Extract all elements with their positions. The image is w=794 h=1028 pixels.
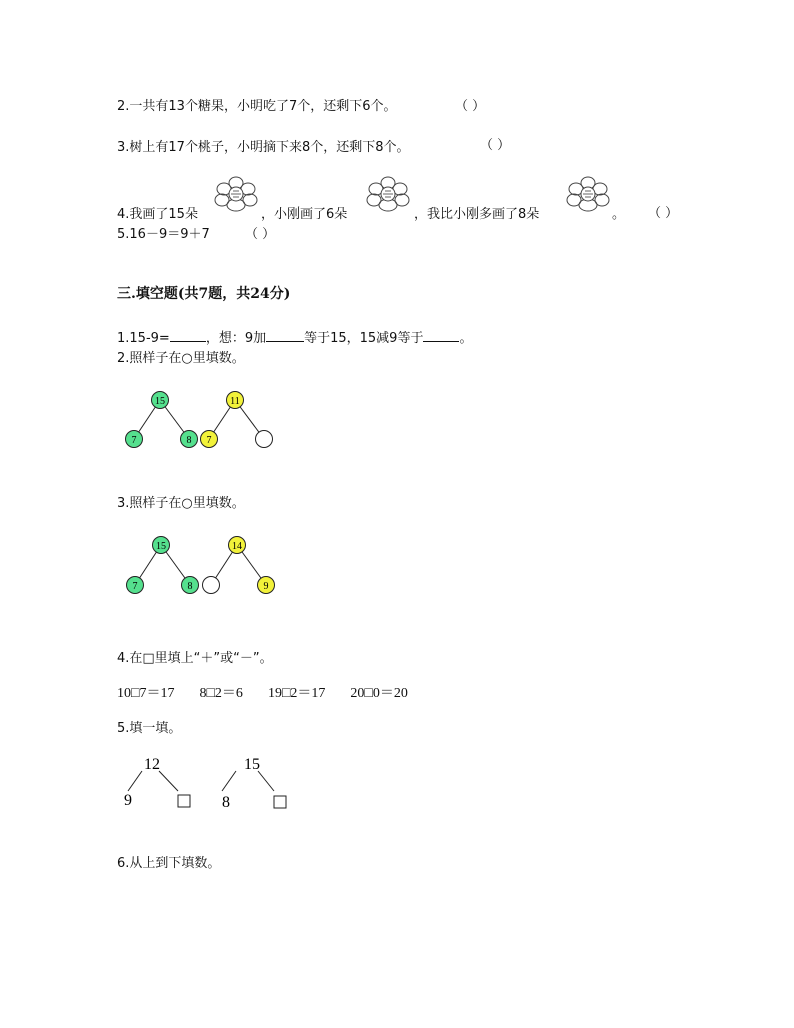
fill-q3-trees bbox=[118, 531, 288, 601]
tree1-top-number: 15 bbox=[156, 541, 166, 552]
fill-q1-part3: 等于15，15减9等于 bbox=[304, 331, 424, 346]
tree1-top-number: 15 bbox=[155, 396, 165, 407]
tree1-left-number: 9 bbox=[124, 792, 132, 809]
fill-q1 bbox=[117, 327, 472, 346]
judge-q3 bbox=[117, 136, 410, 155]
fill-q1-part1: 1.15-9= bbox=[117, 331, 170, 346]
tree2-right-answer-circle[interactable] bbox=[256, 431, 273, 448]
fill-q3-text: 3.照样子在○里填数。 bbox=[117, 496, 245, 511]
judge-q3-text: 3.树上有17个桃子，小明摘下来8个，还剩下8个。 bbox=[117, 140, 410, 155]
judge-q4-part3: ，我比小刚多画了8朵 bbox=[414, 207, 540, 222]
equation-3[interactable]: 19□2＝17 bbox=[267, 686, 326, 701]
judge-q2 bbox=[117, 95, 397, 114]
fill-q1-part2: ，想：9加 bbox=[205, 331, 267, 346]
judge-q4-part2: ，小刚画了6朵 bbox=[261, 207, 348, 222]
judge-q2-answer[interactable]: （ ） bbox=[455, 99, 486, 114]
tree1-answer-box[interactable] bbox=[178, 795, 190, 807]
judge-q4-tail bbox=[414, 203, 539, 222]
judge-q5-text: 5.16－9＝9＋7 bbox=[117, 227, 210, 242]
judge-q5 bbox=[117, 223, 210, 242]
judge-q4-answer[interactable]: （ ） bbox=[648, 206, 679, 221]
flower-icon bbox=[213, 174, 259, 214]
judge-q4-end: 。 bbox=[612, 207, 626, 222]
tree1-top-number: 12 bbox=[144, 756, 160, 773]
tree1-right-number: 8 bbox=[186, 435, 192, 446]
judge-q4 bbox=[117, 203, 198, 222]
section-heading: 三.填空题(共7题，共24分) bbox=[117, 286, 291, 302]
fill-q1-blank-3[interactable] bbox=[423, 329, 459, 342]
tree2-top-number: 15 bbox=[244, 756, 260, 773]
judge-q5-answer[interactable]: （ ） bbox=[245, 227, 276, 242]
fill-q1-blank-2[interactable] bbox=[266, 329, 304, 342]
fill-q1-part4: 。 bbox=[459, 331, 473, 346]
judge-q4-part1: 4.我画了15朵 bbox=[117, 207, 198, 222]
equation-2[interactable]: 8□2＝6 bbox=[199, 686, 243, 701]
flower-icon bbox=[365, 174, 411, 214]
equation-1[interactable]: 10□7＝17 bbox=[117, 686, 175, 701]
tree2-left-answer-circle[interactable] bbox=[203, 577, 220, 594]
equation-4[interactable]: 20□0＝20 bbox=[350, 686, 408, 701]
tree2-left-number: 7 bbox=[206, 435, 212, 446]
fill-q2-trees bbox=[118, 385, 288, 455]
tree1-right-number: 8 bbox=[187, 581, 193, 592]
flower-icon bbox=[565, 174, 611, 214]
tree1-left-number: 7 bbox=[132, 581, 138, 592]
fill-q4-equations bbox=[117, 682, 408, 702]
judge-q3-answer[interactable]: （ ） bbox=[480, 138, 511, 153]
tree2-left-number: 8 bbox=[222, 794, 230, 811]
tree2-top-number: 11 bbox=[230, 396, 240, 407]
fill-q4-text: 4.在□里填上“＋”或“－”。 bbox=[117, 651, 273, 666]
tree2-right-number: 9 bbox=[263, 581, 269, 592]
tree1-left-number: 7 bbox=[131, 435, 137, 446]
fill-q5-trees bbox=[118, 753, 298, 815]
judge-q2-text: 2.一共有13个糖果，小明吃了7个，还剩下6个。 bbox=[117, 99, 397, 114]
judge-q4-mid bbox=[261, 203, 347, 222]
fill-q5-text: 5.填一填。 bbox=[117, 721, 182, 736]
fill-q6-text: 6.从上到下填数。 bbox=[117, 856, 221, 871]
fill-q2-text: 2.照样子在○里填数。 bbox=[117, 351, 245, 366]
fill-q1-blank-1[interactable] bbox=[170, 329, 206, 342]
tree2-top-number: 14 bbox=[232, 541, 242, 552]
tree2-answer-box[interactable] bbox=[274, 796, 286, 808]
